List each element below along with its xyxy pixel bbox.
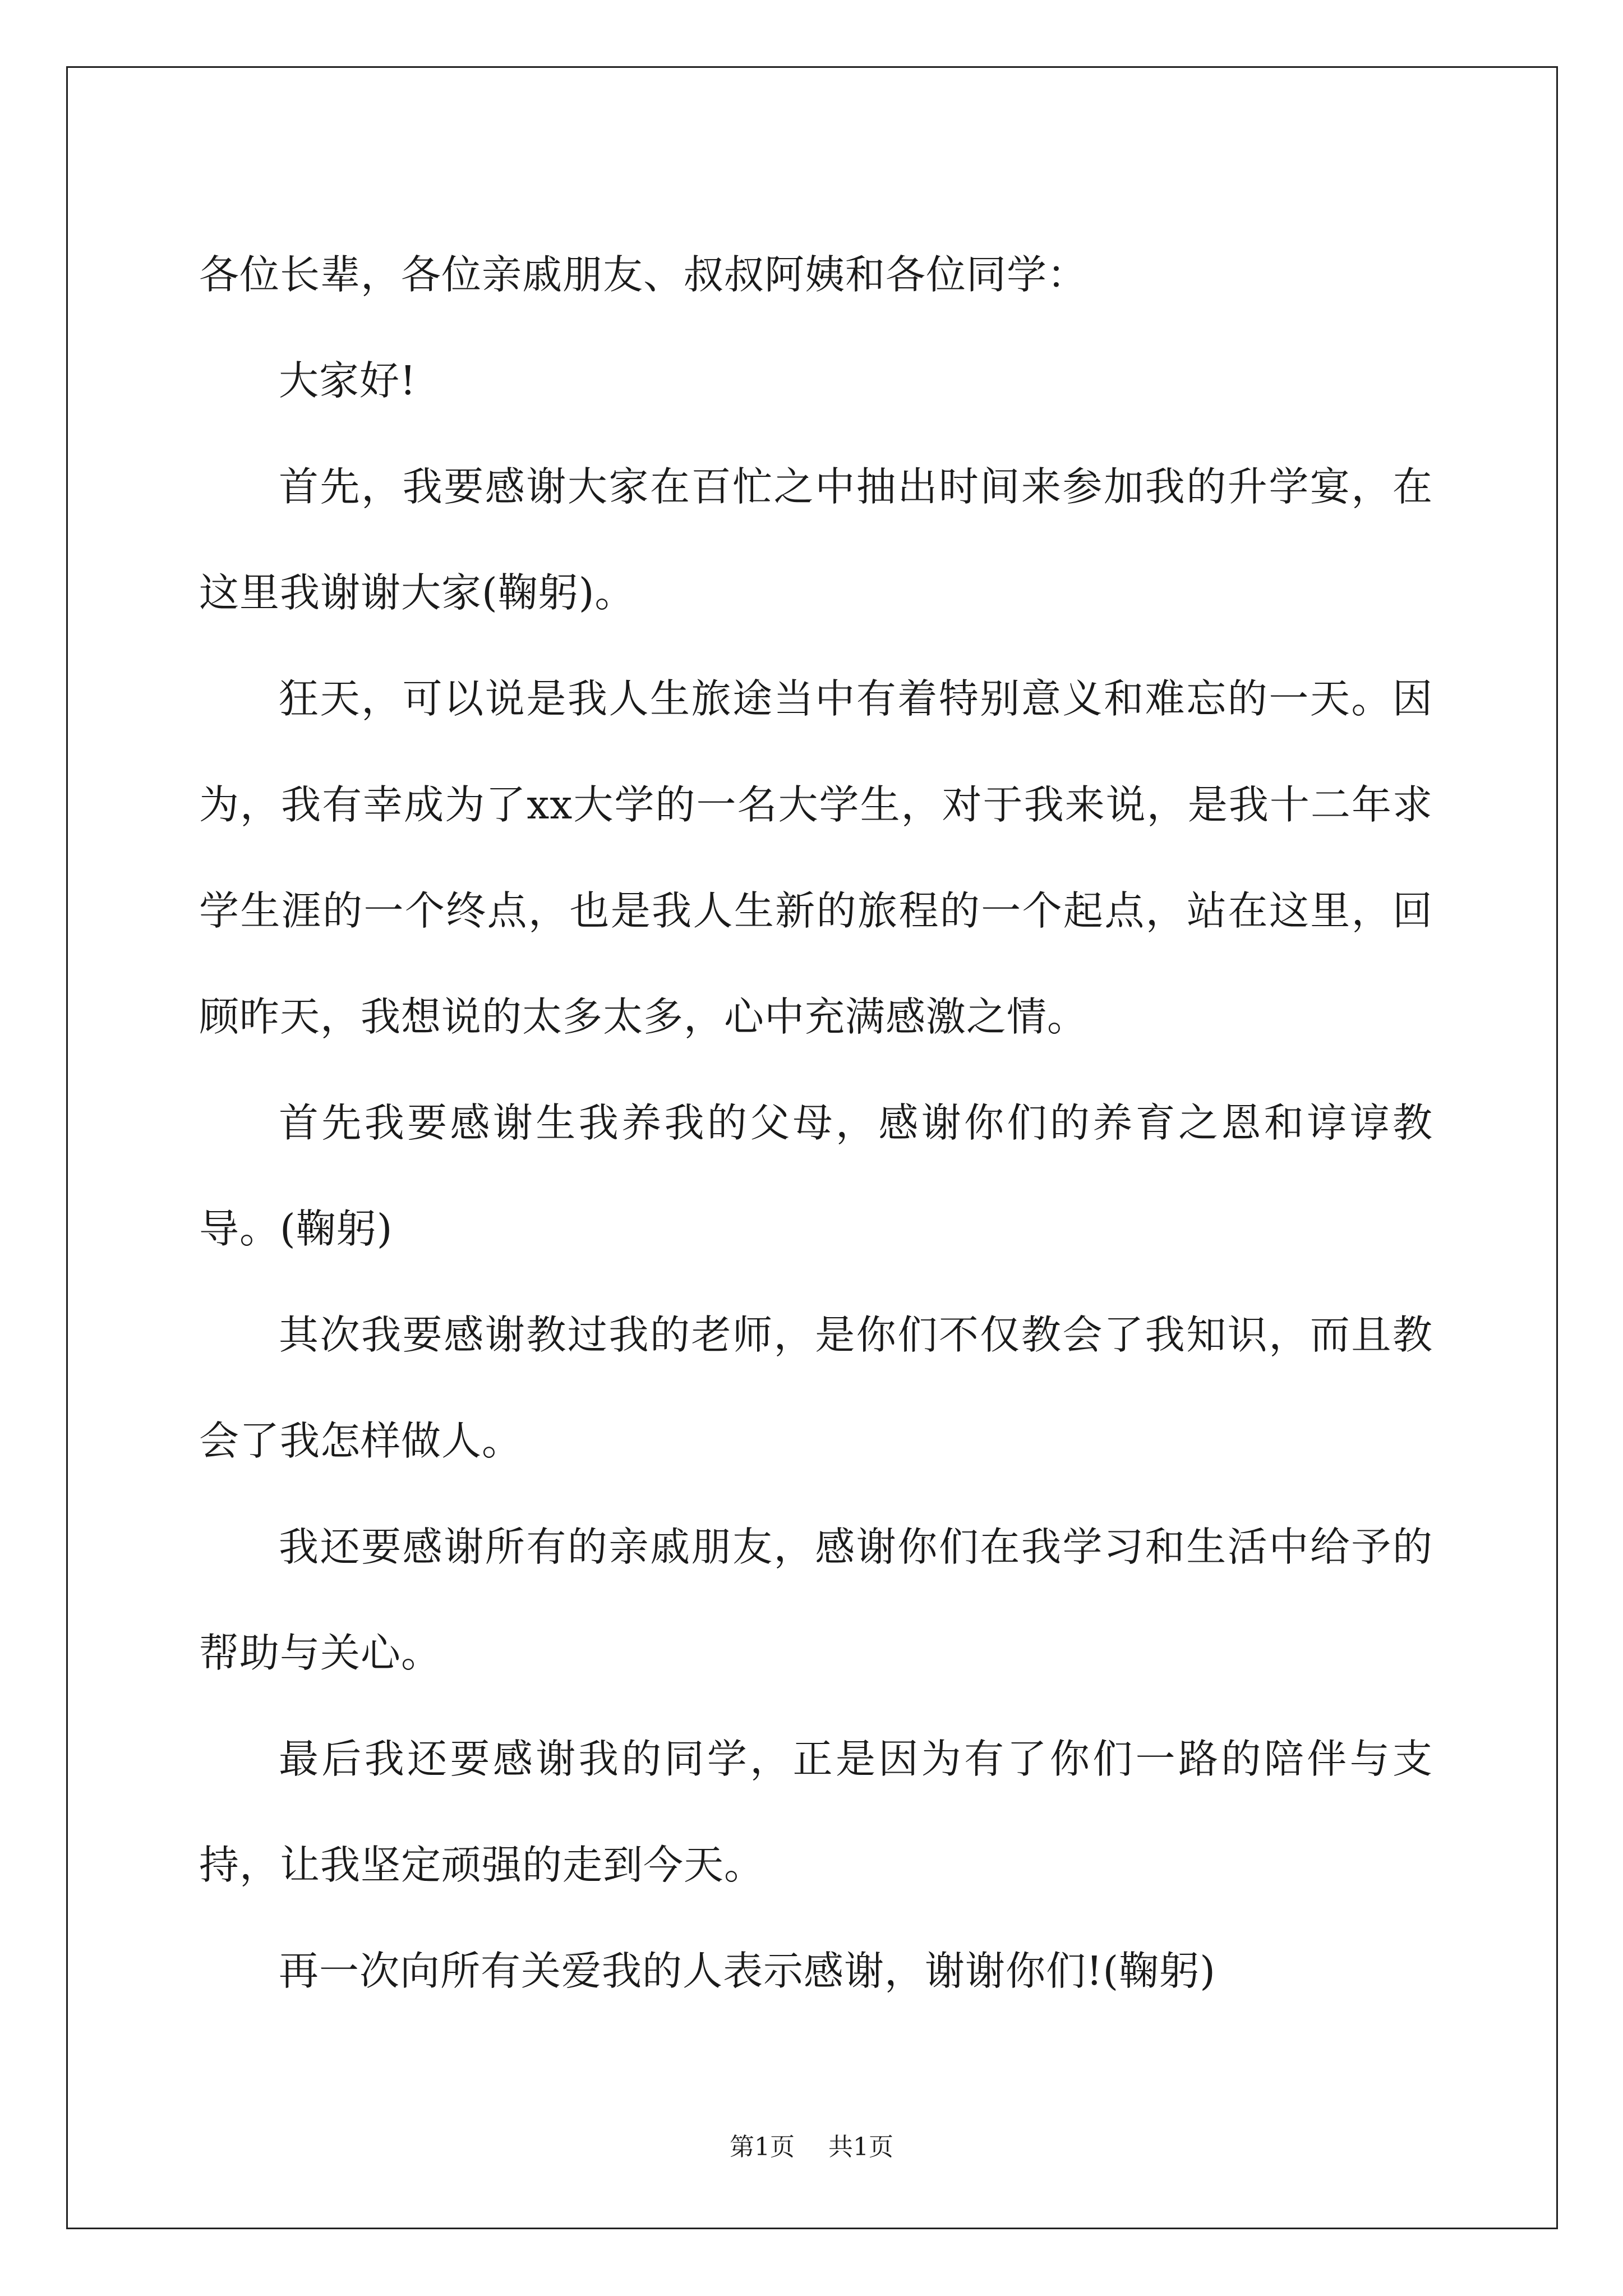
page-number-total: 共1页 — [828, 2133, 893, 2161]
page-footer — [0, 2131, 1623, 2164]
document-body — [199, 222, 1433, 2024]
paragraph-thanks-parents: 首先我要感谢生我养我的父母，感谢你们的养育之恩和谆谆教导。(鞠躬) — [199, 1099, 1433, 1252]
paragraph-thanks-classmates: 最后我还要感谢我的同学，正是因为有了你们一路的陪伴与支持，让我坚定顽强的走到今天。 — [199, 1736, 1433, 1888]
paragraph-thanks-relatives: 我还要感谢所有的亲戚朋友，感谢你们在我学习和生活中给予的帮助与关心。 — [199, 1524, 1433, 1676]
paragraph-thanks-teachers: 其次我要感谢教过我的老师，是你们不仅教会了我知识，而且教会了我怎样做人。 — [199, 1312, 1433, 1464]
salutation: 各位长辈，各位亲戚朋友、叔叔阿姨和各位同学： — [199, 251, 1088, 298]
greeting: 大家好! — [279, 357, 417, 404]
page-number-current: 第1页 — [730, 2133, 795, 2161]
paragraph-closing: 再一次向所有关爱我的人表示感谢，谢谢你们!(鞠躬) — [279, 1948, 1216, 1994]
paragraph-thanks-attendance: 首先，我要感谢大家在百忙之中抽出时间来参加我的升学宴，在这里我谢谢大家(鞠躬)。 — [199, 463, 1433, 616]
paragraph-today: 狂天，可以说是我人生旅途当中有着特别意义和难忘的一天。因为，我有幸成为了xx大学的一名大学生，对于我来说，是我十二年求学生涯的一个终点，也是我人生新的旅程的一个起点，站在这里，回顾昨天，我想说的太多太多，心中充满感激之情。 — [199, 675, 1433, 1040]
